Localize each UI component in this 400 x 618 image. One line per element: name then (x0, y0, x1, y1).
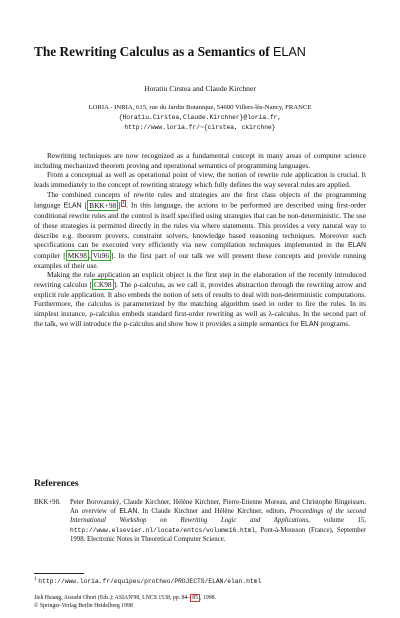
emails[interactable]: {Horatiu.Cirstea,Claude.Kirchner}@loria.fr, (118, 113, 282, 121)
reference-key: BKK+98. (34, 499, 61, 506)
footer-copyright: © Springer-Verlag Berlin Heidelberg 1998 (34, 603, 133, 609)
ref-text-a: Peter Borovanský, Claude Kirchner, Hélène Kirchner, Pierre-Etienne Moreau, and Christophe Ringeissen. An overview of (70, 499, 366, 516)
title-text: The Rewriting Calculus as a Semantics of (34, 44, 273, 59)
homepage-link[interactable]: http://www.loria.fr/~{cirstea, ckirchne} (124, 123, 276, 131)
footnote-url[interactable]: http://www.loria.fr/equipes/protheo/PROJECTS/ELAN/elan.html (38, 578, 262, 586)
paragraph-1: Rewriting techniques are now recognized as a fundamental concept in many areas of computer science including mechanized theorem proving and operational semantics of programming languages. (34, 151, 366, 170)
p4-text-a: Making the rule application an explicit object is the first step in the elaboration of the recently introduced rewriting calculus (34, 270, 366, 289)
footer-year: , 1998. (200, 595, 217, 601)
reference-url[interactable]: http://www.elsevier.nl/locate/entcs/volume16.html (70, 526, 256, 534)
elan-term: ELAN (300, 320, 319, 328)
p3-text-d: . In the first part of our talk we will present these concepts and provide running examples of their use. (34, 251, 366, 270)
footnote (34, 576, 261, 585)
affiliation: LORIA - INRIA, 615, rue du Jardin Botanique, 54600 Villers-lès-Nancy, FRANCE (88, 104, 312, 111)
p4-text-c: programs. (318, 318, 350, 328)
cite-bkk98[interactable]: BKK+98 (89, 200, 117, 210)
cite-ck98[interactable]: CK98 (94, 279, 112, 289)
cite-vit96[interactable]: Vit96 (92, 251, 110, 260)
footer-line-1 (34, 594, 374, 602)
footnote-number: 1 (34, 576, 37, 582)
affiliation-block (0, 103, 400, 132)
cite-mk98[interactable]: MK98 (67, 251, 87, 260)
p3-text-c: compiler (34, 251, 64, 260)
paragraph-3: The combined concepts of rewrite rules and strategies are the first class objects of the programming language ELAN [ BKK+98 ] $^1$ . In this language, the actions to be performed are described using first-order conditional rewrite rules and the control is itself specified using strategies that can be non-deterministic. The use of these strategies is permitted directly in the rules via where statements. This provides a very natural way to describe e.g. theorem provers, constraint solvers, knowledge based reasoning techniques. Moreover such specifications can be executed very efficiently via new compilation techniques implemented in the ELAN compiler [ MK98 , Vit96 ]. In the first part of our talk we will present these concepts and provide running examples of their use. (34, 189, 366, 270)
ref-text-c: , volume 15, (308, 517, 366, 525)
references-heading: References (34, 478, 79, 489)
ref-text-b: . In Claude Kirchner and Hélène Kirchner, editors, (137, 508, 290, 516)
title-elan: ELAN (272, 45, 306, 59)
reference-entry (34, 498, 366, 544)
reference-text (70, 498, 366, 544)
authors: Horatiu Cirstea and Claude Kirchner (144, 84, 256, 93)
elan-term: ELAN (119, 508, 138, 516)
footnote-ref[interactable]: 1 (122, 201, 125, 207)
footer-page-link[interactable]: 85 (192, 595, 199, 601)
ref-proceedings: Proceedings of the second International Workshop on Rewriting Logic and Applications (70, 508, 366, 525)
paper-title (34, 44, 374, 60)
p3-text-a: The combined concepts of rewrite rules and strategies are the first class objects of the programming language (34, 189, 366, 210)
paragraph-4: Making the rule application an explicit object is the first step in the elaboration of the recently introduced rewriting calculus [ CK98 ]. The ρ-calculus, as we call it, provides abstraction through the rewriting arrow and explicit rule application. It also embeds the notion of sets of results to deal with non-deterministic computations. Furthermore, the calculus is parameterized by the matching algorithm used in order to fire the rules. In its simplest instance, ρ-calculus embeds standard first-order rewriting as well as λ-calculus. In the second part of the talk, we will introduce the ρ-calculus and show how it provides a simple semantics for ELAN programs. (34, 270, 367, 328)
page-footer (34, 594, 374, 610)
abstract-body (34, 151, 366, 329)
p4-text-b: . The ρ-calculus, as we call it, provides abstraction through the rewriting arrow and explicit rule application. It also embeds the notion of sets of results to deal with non-deterministic computations. Furthermore, the calculus is parameterized by the matching algorithm used in order to fire the rules. In its simplest instance, ρ-calculus embeds standard first-order rewriting as well as λ-calculus. In the second part of the talk, we will introduce the ρ-calculus and show how it provides a simple semantics for (34, 279, 367, 328)
footer-citation: Jieh Hsiang, Atsushi Ohori (Eds.): ASIAN'98, LNCS 1538, pp. 84– (34, 595, 191, 601)
elan-term: ELAN (347, 242, 366, 250)
footnote-rule (34, 573, 84, 574)
elan-term: ELAN (63, 202, 82, 210)
p3-text-b: . In this language, the actions to be performed are described using first-order conditional rewrite rules and the control is itself specified using strategies that can be non-deterministic. The use of these strategies is permitted directly in the rules via where statements. This provides a very natural way to describe e.g. theorem provers, constraint solvers, knowledge based reasoning techniques. Moreover such specifications can be executed very efficiently via new compilation techniques implemented in the (34, 200, 366, 250)
paragraph-2: From a conceptual as well as operational point of view, the notion of rewrite rule application is crucial. It leads immediately to the concept of rewriting strategy which fully defines the way several rules are applied. (34, 170, 366, 189)
ref-text-d: , Pont-à-Mousson (France), September 1998. Electronic Notes in Theoretical Computer Science. (70, 526, 366, 543)
